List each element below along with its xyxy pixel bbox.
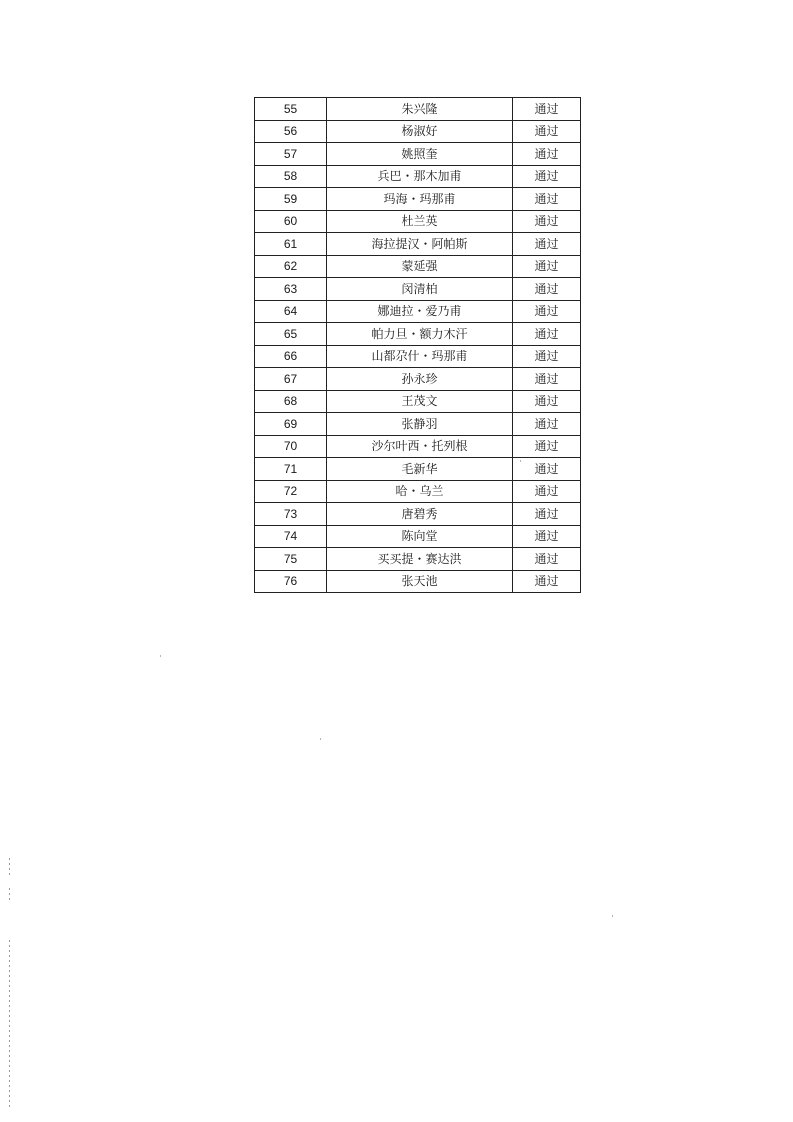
row-status: 通过: [513, 390, 581, 413]
row-name: 张天池: [327, 570, 513, 593]
row-number: 63: [255, 278, 327, 301]
row-number: 64: [255, 300, 327, 323]
row-number: 65: [255, 323, 327, 346]
table-row: [255, 120, 581, 143]
row-number: 71: [255, 458, 327, 481]
row-number: 62: [255, 255, 327, 278]
row-name: 蒙延强: [327, 255, 513, 278]
row-name: 山都尕什・玛那甫: [327, 345, 513, 368]
row-number: 55: [255, 98, 327, 121]
row-number: 74: [255, 525, 327, 548]
row-name: 娜迪拉・爱乃甫: [327, 300, 513, 323]
row-number: 70: [255, 435, 327, 458]
row-number: 73: [255, 503, 327, 526]
table-row: [255, 345, 581, 368]
table-row: [255, 233, 581, 256]
table-row: [255, 368, 581, 391]
row-status: 通过: [513, 503, 581, 526]
table-row: [255, 435, 581, 458]
row-name: 兵巴・那木加甫: [327, 165, 513, 188]
row-number: 57: [255, 143, 327, 166]
row-status: 通过: [513, 255, 581, 278]
row-name: 沙尔叶西・托列根: [327, 435, 513, 458]
table-row: [255, 323, 581, 346]
row-status: 通过: [513, 300, 581, 323]
table-row: [255, 300, 581, 323]
row-name: 杨淑好: [327, 120, 513, 143]
row-number: 56: [255, 120, 327, 143]
row-status: 通过: [513, 570, 581, 593]
scan-speck: [320, 738, 321, 740]
row-status: 通过: [513, 233, 581, 256]
row-status: 通过: [513, 525, 581, 548]
row-name: 闵清柏: [327, 278, 513, 301]
scan-speck: [520, 460, 521, 462]
row-name: 王茂文: [327, 390, 513, 413]
row-status: 通过: [513, 368, 581, 391]
row-name: 姚照奎: [327, 143, 513, 166]
row-status: 通过: [513, 120, 581, 143]
row-name: 张静羽: [327, 413, 513, 436]
row-status: 通过: [513, 548, 581, 571]
row-number: 67: [255, 368, 327, 391]
table-row: [255, 255, 581, 278]
row-name: 杜兰英: [327, 210, 513, 233]
scan-speck: [612, 915, 613, 917]
row-name: 唐碧秀: [327, 503, 513, 526]
row-status: 通过: [513, 165, 581, 188]
row-name: 朱兴隆: [327, 98, 513, 121]
row-name: 买买提・赛达洪: [327, 548, 513, 571]
row-number: 69: [255, 413, 327, 436]
row-number: 75: [255, 548, 327, 571]
table-row: [255, 503, 581, 526]
scan-edge-mark: [9, 858, 10, 878]
row-name: 孙永珍: [327, 368, 513, 391]
row-number: 59: [255, 188, 327, 211]
table-row: [255, 143, 581, 166]
row-name: 毛新华: [327, 458, 513, 481]
table-row: [255, 413, 581, 436]
row-status: 通过: [513, 98, 581, 121]
row-name: 帕力旦・额力木汗: [327, 323, 513, 346]
row-name: 海拉提汉・阿帕斯: [327, 233, 513, 256]
row-status: 通过: [513, 458, 581, 481]
results-table-body: [255, 98, 581, 593]
row-status: 通过: [513, 480, 581, 503]
table-row: [255, 458, 581, 481]
row-name: 陈向堂: [327, 525, 513, 548]
scan-speck: [160, 655, 161, 657]
row-number: 72: [255, 480, 327, 503]
table-row: [255, 480, 581, 503]
row-number: 60: [255, 210, 327, 233]
row-status: 通过: [513, 435, 581, 458]
row-number: 66: [255, 345, 327, 368]
row-status: 通过: [513, 278, 581, 301]
row-status: 通过: [513, 143, 581, 166]
table-row: [255, 278, 581, 301]
scan-edge-mark: [9, 888, 10, 900]
table-row: [255, 188, 581, 211]
row-status: 通过: [513, 210, 581, 233]
row-name: 哈・乌兰: [327, 480, 513, 503]
scan-edge-mark: [9, 940, 10, 1110]
row-number: 76: [255, 570, 327, 593]
row-name: 玛海・玛那甫: [327, 188, 513, 211]
table-row: [255, 525, 581, 548]
table-row: [255, 570, 581, 593]
row-number: 58: [255, 165, 327, 188]
results-table: [254, 97, 581, 593]
table-row: [255, 165, 581, 188]
row-status: 通过: [513, 188, 581, 211]
row-status: 通过: [513, 413, 581, 436]
row-status: 通过: [513, 323, 581, 346]
table-row: [255, 210, 581, 233]
table-row: [255, 98, 581, 121]
row-number: 68: [255, 390, 327, 413]
table-row: [255, 548, 581, 571]
row-number: 61: [255, 233, 327, 256]
row-status: 通过: [513, 345, 581, 368]
table-row: [255, 390, 581, 413]
